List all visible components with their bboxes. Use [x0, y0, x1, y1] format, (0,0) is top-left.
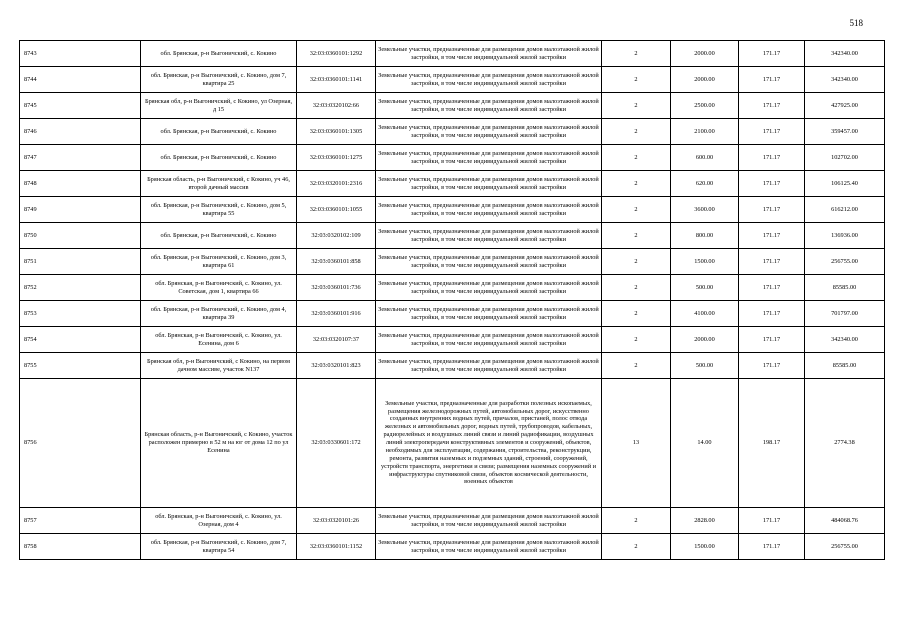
- record-number: 8748: [20, 171, 141, 197]
- cadastral-number: 32:03:0360101:1141: [297, 67, 376, 93]
- address-cell: Брянская область, р-н Выгоничский, с Кокино, уч 46, второй дачный массив: [141, 171, 297, 197]
- specific-value-rate: 171.17: [739, 41, 805, 67]
- area-value: 620.00: [671, 171, 739, 197]
- cadastral-number: 32:03:0320102:109: [297, 223, 376, 249]
- area-value: 2100.00: [671, 119, 739, 145]
- record-number: 8743: [20, 41, 141, 67]
- land-registry-table: [19, 40, 885, 560]
- record-number: 8747: [20, 145, 141, 171]
- use-group: 2: [602, 171, 671, 197]
- land-use-purpose: Земельные участки, предназначенные для размещения домов малоэтажной жилой застройки, в том числе индивидуальной жилой застройки: [376, 353, 602, 379]
- use-group: 2: [602, 67, 671, 93]
- address-cell: обл. Брянская, р-н Выгоничский, с. Кокино, дом 5, квартира 55: [141, 197, 297, 223]
- area-value: 1500.00: [671, 249, 739, 275]
- table-row: [20, 119, 885, 145]
- specific-value-rate: 171.17: [739, 301, 805, 327]
- area-value: 500.00: [671, 275, 739, 301]
- area-value: 2000.00: [671, 41, 739, 67]
- area-value: 3600.00: [671, 197, 739, 223]
- cadastral-number: 32:03:0360101:1292: [297, 41, 376, 67]
- cadastral-value: 136936.00: [805, 223, 885, 249]
- area-value: 500.00: [671, 353, 739, 379]
- area-value: 4100.00: [671, 301, 739, 327]
- record-number: 8758: [20, 534, 141, 560]
- record-number: 8745: [20, 93, 141, 119]
- page-number: 518: [849, 18, 863, 28]
- address-cell: обл. Брянская, р-н Выгоничский, с. Кокино, дом 7, квартира 54: [141, 534, 297, 560]
- table-row: [20, 534, 885, 560]
- use-group: 2: [602, 41, 671, 67]
- land-use-purpose: Земельные участки, предназначенные для размещения домов малоэтажной жилой застройки, в том числе индивидуальной жилой застройки: [376, 249, 602, 275]
- table-row: [20, 171, 885, 197]
- use-group: 2: [602, 119, 671, 145]
- area-value: 2500.00: [671, 93, 739, 119]
- specific-value-rate: 171.17: [739, 145, 805, 171]
- table-row: [20, 379, 885, 508]
- cadastral-value: 342340.00: [805, 67, 885, 93]
- record-number: 8757: [20, 508, 141, 534]
- table-row: [20, 353, 885, 379]
- land-use-purpose: Земельные участки, предназначенные для размещения домов малоэтажной жилой застройки, в том числе индивидуальной жилой застройки: [376, 197, 602, 223]
- area-value: 14.00: [671, 379, 739, 508]
- area-value: 1500.00: [671, 534, 739, 560]
- cadastral-value: 2774.38: [805, 379, 885, 508]
- address-cell: Брянская обл, р-н Выгоничский, с Кокино, на первом дачном массиве, участок N137: [141, 353, 297, 379]
- specific-value-rate: 171.17: [739, 93, 805, 119]
- cadastral-value: 85585.00: [805, 353, 885, 379]
- land-use-purpose: Земельные участки, предназначенные для размещения домов малоэтажной жилой застройки, в том числе индивидуальной жилой застройки: [376, 67, 602, 93]
- specific-value-rate: 198.17: [739, 379, 805, 508]
- area-value: 2000.00: [671, 327, 739, 353]
- record-number: 8746: [20, 119, 141, 145]
- cadastral-number: 32:03:0320101:26: [297, 508, 376, 534]
- cadastral-number: 32:03:0320101:823: [297, 353, 376, 379]
- use-group: 2: [602, 508, 671, 534]
- record-number: 8750: [20, 223, 141, 249]
- cadastral-number: 32:03:0360101:858: [297, 249, 376, 275]
- record-number: 8749: [20, 197, 141, 223]
- specific-value-rate: 171.17: [739, 223, 805, 249]
- address-cell: обл. Брянская, р-н Выгоничский, с. Кокино: [141, 41, 297, 67]
- cadastral-value: 427925.00: [805, 93, 885, 119]
- land-use-purpose: Земельные участки, предназначенные для размещения домов малоэтажной жилой застройки, в том числе индивидуальной жилой застройки: [376, 171, 602, 197]
- table-row: [20, 301, 885, 327]
- specific-value-rate: 171.17: [739, 67, 805, 93]
- cadastral-value: 359457.00: [805, 119, 885, 145]
- cadastral-value: 106125.40: [805, 171, 885, 197]
- area-value: 2828.00: [671, 508, 739, 534]
- table-row: [20, 508, 885, 534]
- land-use-purpose: Земельные участки, предназначенные для размещения домов малоэтажной жилой застройки, в том числе индивидуальной жилой застройки: [376, 145, 602, 171]
- record-number: 8753: [20, 301, 141, 327]
- use-group: 2: [602, 534, 671, 560]
- table-row: [20, 197, 885, 223]
- land-use-purpose: Земельные участки, предназначенные для размещения домов малоэтажной жилой застройки, в том числе индивидуальной жилой застройки: [376, 93, 602, 119]
- use-group: 13: [602, 379, 671, 508]
- land-use-purpose: Земельные участки, предназначенные для размещения домов малоэтажной жилой застройки, в том числе индивидуальной жилой застройки: [376, 223, 602, 249]
- cadastral-value: 342340.00: [805, 327, 885, 353]
- cadastral-value: 342340.00: [805, 41, 885, 67]
- land-use-purpose: Земельные участки, предназначенные для разработки полезных ископаемых, размещения железнодорожных путей, автомобильных дорог, искусственно созданных внутренних водных путей, причалов, пристаней, полос отвода железных и автомобильных дорог, водных путей, трубопроводов, кабельных, радиорелейных и воздушных линий связи и линий радиофикации, воздушных линий электропередачи конструктивных элементов и сооружений, объектов, необходимых для эксплуатации, содержания, строительства, реконструкции, ремонта, развития наземных и подземных зданий, строений, сооружений, устройств транспорта, энергетики и связи; размещения наземных сооружений и инфраструктуры спутниковой связи, объектов космической деятельности, военных объектов: [376, 379, 602, 508]
- address-cell: обл. Брянская, р-н Выгоничский, с. Кокино, дом 4, квартира 39: [141, 301, 297, 327]
- area-value: 800.00: [671, 223, 739, 249]
- land-use-purpose: Земельные участки, предназначенные для размещения домов малоэтажной жилой застройки, в том числе индивидуальной жилой застройки: [376, 275, 602, 301]
- cadastral-number: 32:03:0360101:736: [297, 275, 376, 301]
- address-cell: Брянская обл, р-н Выгоничский, с Кокино, ул Озерная, д 15: [141, 93, 297, 119]
- address-cell: обл. Брянская, р-н Выгоничский, с. Кокино, дом 7, квартира 25: [141, 67, 297, 93]
- use-group: 2: [602, 275, 671, 301]
- table-row: [20, 41, 885, 67]
- specific-value-rate: 171.17: [739, 171, 805, 197]
- use-group: 2: [602, 223, 671, 249]
- land-use-purpose: Земельные участки, предназначенные для размещения домов малоэтажной жилой застройки, в том числе индивидуальной жилой застройки: [376, 534, 602, 560]
- cadastral-number: 32:03:0360101:1305: [297, 119, 376, 145]
- record-number: 8751: [20, 249, 141, 275]
- specific-value-rate: 171.17: [739, 534, 805, 560]
- address-cell: обл. Брянская, р-н Выгоничский, с. Кокино, ул. Советская, дом 1, квартира 66: [141, 275, 297, 301]
- cadastral-value: 256755.00: [805, 534, 885, 560]
- address-cell: обл. Брянская, р-н Выгоничский, с. Кокино, ул. Озерная, дом 4: [141, 508, 297, 534]
- cadastral-number: 32:03:0320107:37: [297, 327, 376, 353]
- cadastral-number: 32:03:0360101:1275: [297, 145, 376, 171]
- address-cell: обл. Брянская, р-н Выгоничский, с. Кокино, ул. Есенина, дом 6: [141, 327, 297, 353]
- use-group: 2: [602, 197, 671, 223]
- cadastral-number: 32:03:0320101:2316: [297, 171, 376, 197]
- table-row: [20, 223, 885, 249]
- address-cell: обл. Брянская, р-н Выгоничский, с. Кокино, дом 3, квартира 61: [141, 249, 297, 275]
- cadastral-value: 484068.76: [805, 508, 885, 534]
- cadastral-value: 701797.00: [805, 301, 885, 327]
- cadastral-number: 32:03:0320102:66: [297, 93, 376, 119]
- specific-value-rate: 171.17: [739, 197, 805, 223]
- address-cell: обл. Брянская, р-н Выгоничский, с. Кокино: [141, 223, 297, 249]
- use-group: 2: [602, 327, 671, 353]
- use-group: 2: [602, 93, 671, 119]
- address-cell: Брянская область, р-н Выгоничский, с Кокино, участок расположен примерно в 52 м на юг от дома 12 по ул Есенина: [141, 379, 297, 508]
- record-number: 8756: [20, 379, 141, 508]
- land-use-purpose: Земельные участки, предназначенные для размещения домов малоэтажной жилой застройки, в том числе индивидуальной жилой застройки: [376, 327, 602, 353]
- specific-value-rate: 171.17: [739, 275, 805, 301]
- land-use-purpose: Земельные участки, предназначенные для размещения домов малоэтажной жилой застройки, в том числе индивидуальной жилой застройки: [376, 508, 602, 534]
- table-row: [20, 275, 885, 301]
- table-row: [20, 249, 885, 275]
- land-use-purpose: Земельные участки, предназначенные для размещения домов малоэтажной жилой застройки, в том числе индивидуальной жилой застройки: [376, 301, 602, 327]
- use-group: 2: [602, 249, 671, 275]
- cadastral-value: 256755.00: [805, 249, 885, 275]
- specific-value-rate: 171.17: [739, 353, 805, 379]
- specific-value-rate: 171.17: [739, 119, 805, 145]
- cadastral-number: 32:03:0360101:916: [297, 301, 376, 327]
- area-value: 600.00: [671, 145, 739, 171]
- cadastral-value: 85585.00: [805, 275, 885, 301]
- address-cell: обл. Брянская, р-н Выгоничский, с. Кокино: [141, 145, 297, 171]
- cadastral-value: 616212.00: [805, 197, 885, 223]
- record-number: 8755: [20, 353, 141, 379]
- table-row: [20, 93, 885, 119]
- cadastral-number: 32:03:0360101:1055: [297, 197, 376, 223]
- use-group: 2: [602, 145, 671, 171]
- specific-value-rate: 171.17: [739, 508, 805, 534]
- table-row: [20, 327, 885, 353]
- table-row: [20, 67, 885, 93]
- cadastral-number: 32:03:0330601:172: [297, 379, 376, 508]
- land-use-purpose: Земельные участки, предназначенные для размещения домов малоэтажной жилой застройки, в том числе индивидуальной жилой застройки: [376, 119, 602, 145]
- record-number: 8744: [20, 67, 141, 93]
- cadastral-value: 102702.00: [805, 145, 885, 171]
- land-use-purpose: Земельные участки, предназначенные для размещения домов малоэтажной жилой застройки, в том числе индивидуальной жилой застройки: [376, 41, 602, 67]
- specific-value-rate: 171.17: [739, 327, 805, 353]
- use-group: 2: [602, 301, 671, 327]
- specific-value-rate: 171.17: [739, 249, 805, 275]
- record-number: 8754: [20, 327, 141, 353]
- use-group: 2: [602, 353, 671, 379]
- area-value: 2000.00: [671, 67, 739, 93]
- table-row: [20, 145, 885, 171]
- cadastral-number: 32:03:0360101:1152: [297, 534, 376, 560]
- record-number: 8752: [20, 275, 141, 301]
- address-cell: обл. Брянская, р-н Выгоничский, с. Кокино: [141, 119, 297, 145]
